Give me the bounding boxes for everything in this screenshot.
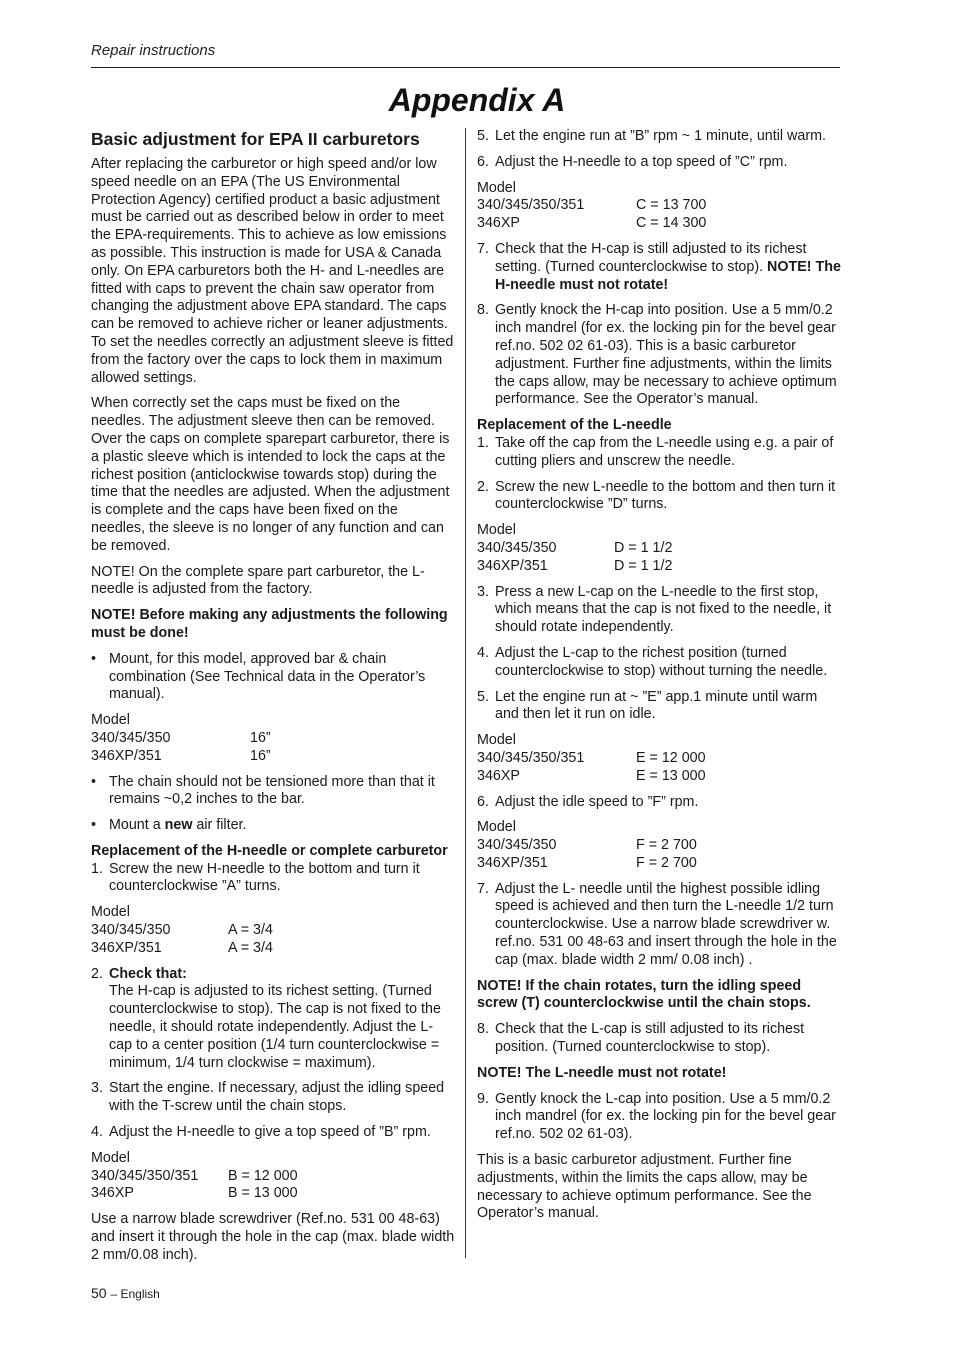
page-footer xyxy=(91,1285,160,1301)
model-name: 340/345/350/351 xyxy=(477,197,585,214)
step-text: Start the engine. If necessary, adjust the idling speed with the T-screw until the chain stops. xyxy=(109,1080,445,1115)
model-name: 340/345/350/351 xyxy=(477,749,585,766)
intro-paragraph-1: After replacing the carburetor or high speed and/or low speed needle on an EPA (The US Environmental Protection Agency) certified product a basic adjustment must be carried out as described below in order to meet the EPA-requirements. This to achieve as low emissions as possible. This instruction is made for USA & Canada only. On EPA carburetors both the H- and L-needles are fitted with caps to prevent the chain saw operator from changing the adjustment above EPA standard. The caps can be removed to achieve richer or leaner adjustments. To set the needles correctly an adjustment sleeve is fitted from the factory over the caps to lock them in maximum allowed settings. xyxy=(91,156,454,386)
model-value: 16” xyxy=(250,747,271,764)
model-row xyxy=(91,922,455,940)
model-value: 16” xyxy=(250,729,271,746)
model-row xyxy=(91,748,455,766)
step-text: Adjust the L-cap to the richest position (turned counterclockwise to stop) without turning the needle. xyxy=(495,644,828,679)
model-value: A = 3/4 xyxy=(228,922,273,939)
step-text: Let the engine run at ~ ”E” app.1 minute until warm and then let it run on idle. xyxy=(495,688,818,723)
step-number: 4. xyxy=(477,644,489,661)
model-name: 346XP xyxy=(477,215,520,232)
model-row xyxy=(477,197,843,215)
page-number: 50 xyxy=(91,1285,107,1301)
section-heading: Basic adjustment for EPA II carburetors xyxy=(91,129,420,149)
step-item xyxy=(477,154,843,172)
model-name: 340/345/350 xyxy=(91,922,171,939)
column-divider xyxy=(465,128,466,1258)
step-number: 6. xyxy=(477,153,489,170)
model-table-a xyxy=(91,904,455,957)
l-needle-heading: Replacement of the L-needle xyxy=(477,417,672,434)
step-body: The H-cap is adjusted to its richest setting. (Turned counterclockwise to stop). The cap is not fixed to the needle, it should rotate independently. Adjust the L-cap to a center position (1/4 turn counterclockwise = minimum, 1/4 turn clockwise = maximum). xyxy=(109,983,441,1071)
bullet-marker: • xyxy=(91,773,97,790)
model-value: F = 2 700 xyxy=(636,854,697,871)
step-item xyxy=(477,1091,843,1144)
model-label: Model xyxy=(477,819,516,836)
model-name: 346XP/351 xyxy=(477,557,548,574)
model-value: E = 12 000 xyxy=(636,749,706,766)
step-body: Check that the H-cap is still adjusted to its richest setting. (Turned counterclockwise to stop). xyxy=(495,240,807,275)
step-item xyxy=(477,689,843,725)
step-text xyxy=(109,966,455,1073)
h-needle-heading: Replacement of the H-needle or complete carburetor xyxy=(91,842,448,859)
model-label: Model xyxy=(477,732,516,749)
model-value: C = 14 300 xyxy=(636,215,707,232)
bullet-text xyxy=(109,817,455,835)
step-item xyxy=(91,861,455,897)
bullet-text-part: Mount a xyxy=(109,817,165,834)
step-text: Press a new L-cap on the L-needle to the first stop, which means that the cap is not fixed to the needle, it should rotate independently. xyxy=(495,583,832,636)
model-name: 340/345/350/351 xyxy=(91,1167,199,1184)
bullet-item xyxy=(91,651,455,704)
step-text: Check that the L-cap is still adjusted to its richest position. (Turned counterclockwise to stop). xyxy=(495,1021,805,1056)
step-item xyxy=(477,645,843,681)
model-value: D = 1 1/2 xyxy=(614,557,673,574)
step-text: Let the engine run at ”B” rpm ~ 1 minute, until warm. xyxy=(495,128,826,144)
model-name: 340/345/350 xyxy=(477,539,557,556)
step-number: 2. xyxy=(91,965,103,982)
model-row xyxy=(91,730,455,748)
model-value: A = 3/4 xyxy=(228,939,273,956)
bullet-text-part: air filter. xyxy=(192,817,247,834)
step-number: 3. xyxy=(91,1080,103,1097)
bullet-text-bold: new xyxy=(164,817,193,834)
step-text: Screw the new L-needle to the bottom and then turn it counterclockwise ”D” turns. xyxy=(495,478,836,513)
step-number: 5. xyxy=(477,688,489,705)
model-table-c xyxy=(477,180,843,233)
model-row xyxy=(477,768,843,786)
left-column xyxy=(91,128,455,1273)
model-label: Model xyxy=(91,904,130,921)
model-row xyxy=(477,750,843,768)
step-number: 6. xyxy=(477,793,489,810)
model-value: B = 13 000 xyxy=(228,1185,298,1202)
model-label: Model xyxy=(477,522,516,539)
step-text: Adjust the L- needle until the highest possible idling speed is achieved and then turn the L-needle 1/2 turn counterclockwise. Use a narrow blade screwdriver w. ref.no. 531 00 48-63 and insert through the hole in the cap (max. blade width 2 mm/ 0.08 inch) . xyxy=(495,880,837,968)
step-text: Screw the new H-needle to the bottom and turn it counterclockwise ”A” turns. xyxy=(109,860,420,895)
step-text xyxy=(495,241,843,294)
closing-paragraph: This is a basic carburetor adjustment. Further fine adjustments, within the limits the caps allow, may be necessary to achieve optimum performance. See the Operator’s manual. xyxy=(477,1152,812,1222)
step-item xyxy=(477,881,843,970)
step-number: 9. xyxy=(477,1090,489,1107)
step-number: 1. xyxy=(477,434,489,451)
model-row xyxy=(91,940,455,958)
step-bold: Check that: xyxy=(109,965,187,982)
model-table-b xyxy=(91,1150,455,1203)
model-table-bar xyxy=(91,712,455,765)
model-name: 346XP/351 xyxy=(477,854,548,871)
step-text: Gently knock the H-cap into position. Use a 5 mm/0.2 inch mandrel (for ex. the locking pin for the bevel gear ref.no. 502 02 61-03). This is a basic carburetor adjustment. Further fine adjustments, within the limits the caps allow, may be necessary to achieve optimum performance. See the Operator’s manual. xyxy=(495,302,837,408)
model-name: 346XP/351 xyxy=(91,747,162,764)
screwdriver-paragraph: Use a narrow blade screwdriver (Ref.no. 531 00 48-63) and insert it through the hole in the cap (max. blade width 2 mm/0.08 inch). xyxy=(91,1211,455,1263)
step-text: Gently knock the L-cap into position. Use a 5 mm/0.2 inch mandrel (for ex. the locking pin for the bevel gear ref.no. 502 02 61-03). xyxy=(495,1090,836,1143)
model-row xyxy=(91,1185,455,1203)
step-text: Take off the cap from the L-needle using e.g. a pair of cutting pliers and unscrew the needle. xyxy=(495,434,834,469)
step-item xyxy=(477,435,843,471)
bullet-text: Mount, for this model, approved bar & chain combination (See Technical data in the Operator’s manual). xyxy=(109,650,426,703)
step-text: Adjust the idle speed to ”F” rpm. xyxy=(495,793,699,810)
model-value: F = 2 700 xyxy=(636,837,697,854)
note-chain-rotates: NOTE! If the chain rotates, turn the idling speed screw (T) counterclockwise until the chain stops. xyxy=(477,977,811,1012)
step-number: 2. xyxy=(477,478,489,495)
model-name: 340/345/350 xyxy=(91,729,171,746)
header-rule xyxy=(91,67,840,68)
running-header: Repair instructions xyxy=(91,42,216,59)
step-number: 8. xyxy=(477,302,489,319)
model-value: D = 1 1/2 xyxy=(614,539,673,556)
model-value: C = 13 700 xyxy=(636,197,707,214)
step-number: 7. xyxy=(477,880,489,897)
step-number: 4. xyxy=(91,1124,103,1141)
model-row xyxy=(477,558,843,576)
step-item xyxy=(477,1021,843,1057)
step-item xyxy=(477,302,843,409)
step-item xyxy=(91,1124,455,1142)
bullet-text: The chain should not be tensioned more than that it remains ~0,2 inches to the bar. xyxy=(109,773,435,808)
model-name: 346XP xyxy=(91,1185,134,1202)
step-text: Adjust the H-needle to give a top speed of ”B” rpm. xyxy=(109,1124,431,1141)
step-item xyxy=(477,794,843,812)
model-row xyxy=(477,540,843,558)
model-table-e xyxy=(477,732,843,785)
step-item xyxy=(91,966,455,1073)
step-number: 3. xyxy=(477,583,489,600)
model-row xyxy=(477,855,843,873)
bullet-marker: • xyxy=(91,817,97,834)
step-item xyxy=(477,479,843,515)
model-name: 340/345/350 xyxy=(477,837,557,854)
model-value: B = 12 000 xyxy=(228,1167,298,1184)
note-before-adjustments: NOTE! Before making any adjustments the following must be done! xyxy=(91,607,448,641)
model-row xyxy=(477,215,843,233)
step-number: 7. xyxy=(477,240,489,257)
step-item xyxy=(91,1080,455,1116)
step-item xyxy=(477,584,843,637)
step-item xyxy=(477,241,843,294)
bullet-item xyxy=(91,817,455,835)
step-number: 5. xyxy=(477,128,489,144)
step-text: Adjust the H-needle to a top speed of ”C” rpm. xyxy=(495,153,788,170)
step-bold: NOTE! The H-needle must not rotate! xyxy=(495,258,841,293)
intro-paragraph-3: NOTE! On the complete spare part carburetor, the L-needle is adjusted from the factory. xyxy=(91,563,425,598)
model-label: Model xyxy=(91,712,130,729)
model-value: E = 13 000 xyxy=(636,767,706,784)
model-table-f xyxy=(477,819,843,872)
model-name: 346XP/351 xyxy=(91,939,162,956)
step-number: 1. xyxy=(91,860,103,877)
footer-language: – English xyxy=(110,1287,160,1301)
model-table-d xyxy=(477,522,843,575)
model-row xyxy=(91,1168,455,1186)
note-l-needle: NOTE! The L-needle must not rotate! xyxy=(477,1064,727,1081)
step-item xyxy=(477,128,843,146)
step-number: 8. xyxy=(477,1021,489,1038)
bullet-item xyxy=(91,774,455,810)
model-label: Model xyxy=(91,1149,130,1166)
model-row xyxy=(477,837,843,855)
intro-paragraph-2: When correctly set the caps must be fixed on the needles. The adjustment sleeve then can be removed. Over the caps on complete sparepart carburetor, there is a plastic sleeve which is intended to lock the caps at the richest position (anticlockwise towards stop) during the time that the needles are adjusted. When the adjustment is complete and the caps have been fixed on the needles, the sleeve is no longer of any function and can be removed. xyxy=(91,395,450,554)
bullet-marker: • xyxy=(91,650,97,667)
model-name: 346XP xyxy=(477,767,520,784)
model-label: Model xyxy=(477,179,516,196)
page-title: Appendix A xyxy=(388,82,566,118)
right-column xyxy=(477,128,843,1231)
